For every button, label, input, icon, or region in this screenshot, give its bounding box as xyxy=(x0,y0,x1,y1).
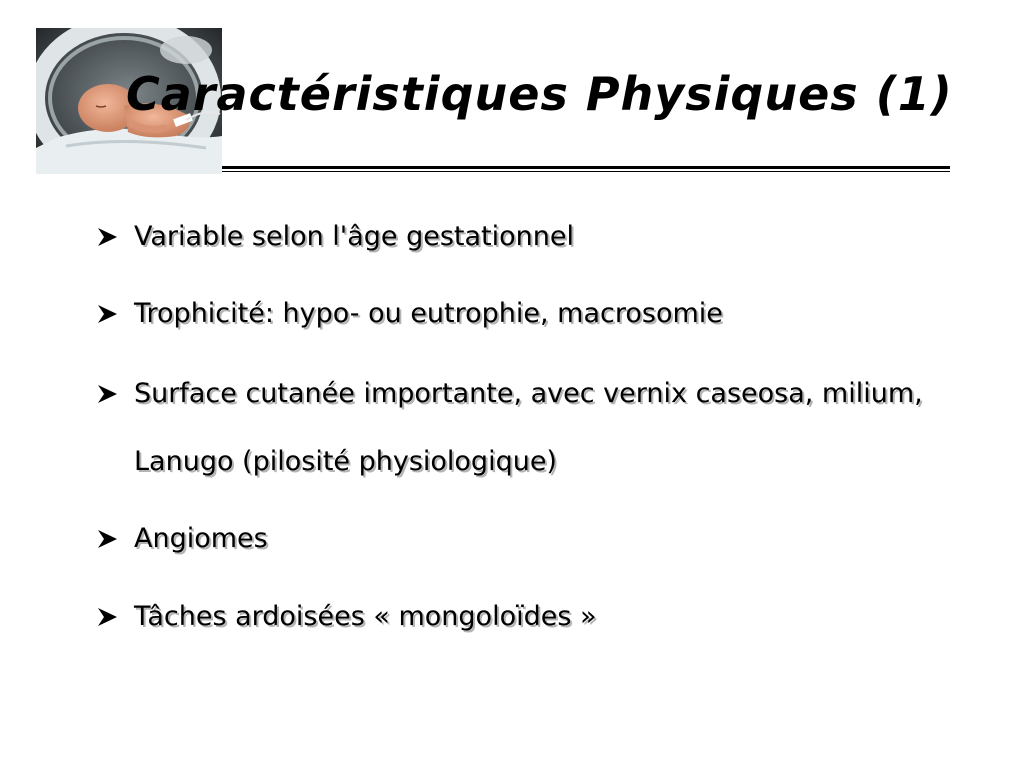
bullet-text: Tâches ardoisées « mongoloïdes » xyxy=(134,601,597,632)
bullet-text: Trophicité: hypo- ou eutrophie, macrosomie xyxy=(134,298,723,329)
bullet-text: Angiomes xyxy=(134,523,268,554)
arrowhead-bullet-icon xyxy=(96,607,118,627)
arrowhead-bullet-icon xyxy=(96,384,118,404)
bullet-text: Variable selon l'âge gestationnel xyxy=(134,221,574,252)
arrowhead-bullet-icon xyxy=(96,304,118,324)
list-item xyxy=(96,375,956,485)
arrowhead-bullet-icon xyxy=(96,227,118,247)
bullet-text: Surface cutanée importante, avec vernix caseosa, milium, Lanugo (pilosité physiologique) xyxy=(134,378,923,477)
arrowhead-bullet-icon xyxy=(96,529,118,549)
slide-title: Caractéristiques Physiques (1) xyxy=(126,67,953,121)
